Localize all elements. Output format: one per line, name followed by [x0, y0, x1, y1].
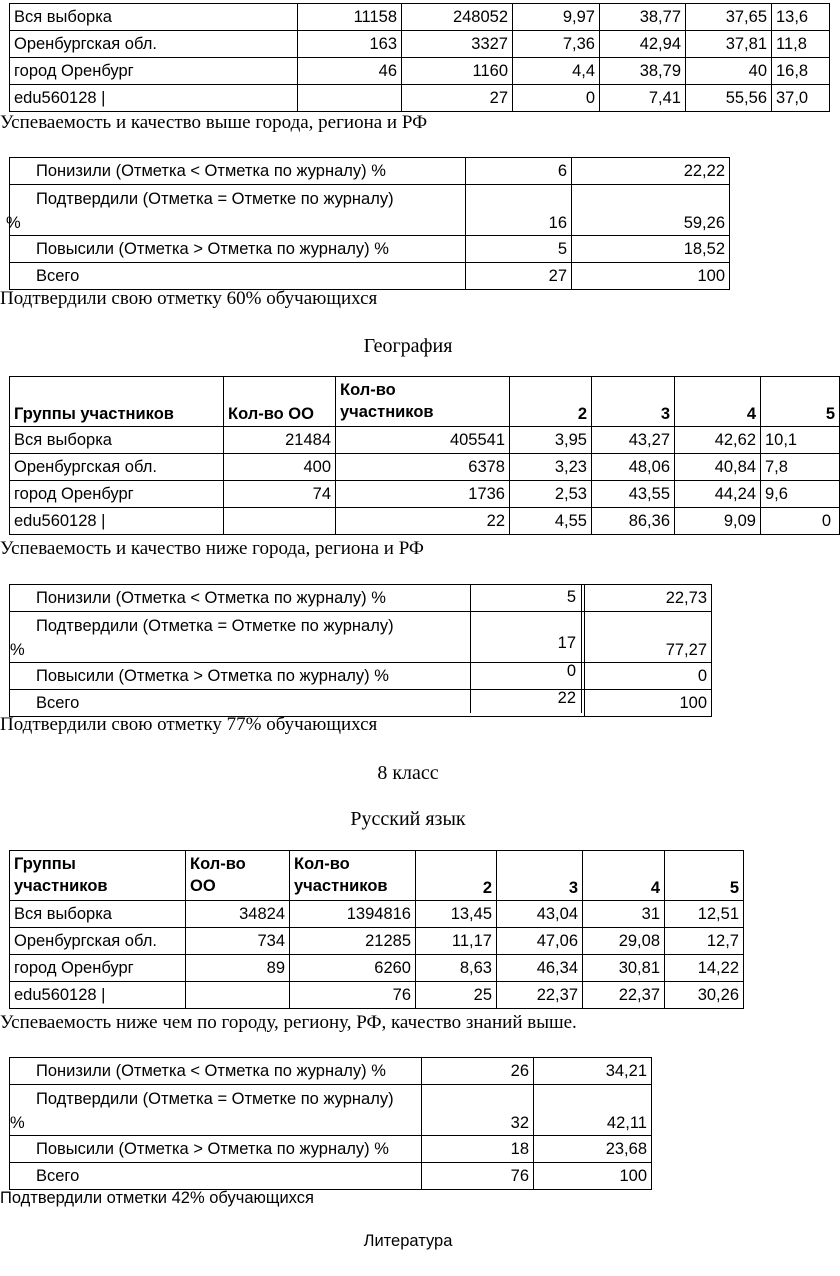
table-row: Всего 76 100 — [10, 1163, 652, 1190]
table-row: Подтвердили (Отметка = Отметке по журналу) % 32 42,11 — [10, 1085, 652, 1136]
table-row: edu560128 | 27 0 7,41 55,56 37,0 — [10, 85, 830, 112]
results-table-1 — [9, 3, 830, 112]
table-row: Вся выборка 11158 248052 9,97 38,77 37,65 13,6 — [10, 4, 830, 31]
table-header-row: Группы участников Кол-во ОО Кол-во участников 2 3 4 5 — [10, 377, 840, 427]
table-row: город Оренбург 89 6260 8,63 46,34 30,81 14,22 — [10, 955, 744, 982]
row-label: edu560128 | — [10, 85, 298, 112]
grade-confirmation-table-1 — [6, 157, 730, 290]
results-table-geography — [9, 376, 840, 535]
summary-text-1: Подтвердили свою отметку 60% обучающихся — [0, 288, 378, 309]
summary-text-3: Подтвердили отметки 42% обучающихся — [0, 1189, 314, 1207]
table-row: Повысили (Отметка > Отметка по журналу) % 18 23,68 — [10, 1136, 652, 1163]
section-heading-literature: Литература — [363, 1232, 453, 1250]
section-heading-grade: 8 класс — [377, 762, 439, 784]
section-heading-geography: География — [363, 335, 453, 357]
results-table-russian — [9, 850, 744, 1009]
table-row: Всего 100 — [10, 690, 712, 717]
table-row: Всего 27 100 — [10, 263, 730, 290]
table-row: Понизили (Отметка < Отметка по журналу) % 6 22,22 — [10, 158, 730, 185]
summary-text-2: Подтвердили свою отметку 77% обучающихся — [0, 714, 378, 735]
table-row: Оренбургская обл. 734 21285 11,17 47,06 29,08 12,7 — [10, 928, 744, 955]
table-row: Повысили (Отметка > Отметка по журналу) % 5 18,52 — [10, 236, 730, 263]
row-label: Вся выборка — [10, 4, 298, 31]
section-heading-russian: Русский язык — [350, 808, 466, 830]
note-text-1: Успеваемость и качество выше города, региона и РФ — [0, 112, 428, 133]
table-row: Оренбургская обл. 163 3327 7,36 42,94 37,81 11,8 — [10, 31, 830, 58]
table-row: Подтвердили (Отметка = Отметке по журналу) % 16 59,26 — [10, 185, 730, 236]
table-row: Повысили (Отметка > Отметка по журналу) % 0 — [10, 663, 712, 690]
table-row: город Оренбург 46 1160 4,4 38,79 40 16,8 — [10, 58, 830, 85]
table-row: Понизили (Отметка < Отметка по журналу) % 26 34,21 — [10, 1058, 652, 1085]
table-row: Вся выборка 21484 405541 3,95 43,27 42,62 10,1 — [10, 427, 840, 454]
note-text-2: Успеваемость и качество ниже города, региона и РФ — [0, 538, 424, 559]
grade-confirmation-table-3 — [9, 1057, 652, 1190]
grade-confirmation-table-2 — [9, 584, 712, 717]
table-row: edu560128 | 76 25 22,37 22,37 30,26 — [10, 982, 744, 1009]
row-label: город Оренбург — [10, 58, 298, 85]
table-header-row: Группы участников Кол-во ОО Кол-во участников 2 3 4 5 — [10, 851, 744, 901]
note-text-3: Успеваемость ниже чем по городу, региону, РФ, качество знаний выше. — [0, 1012, 577, 1033]
conf2-count-column: 5 17 0 22 — [470, 584, 582, 713]
table-row: Подтвердили (Отметка = Отметке по журналу) % 77,27 — [10, 612, 712, 663]
table-row: edu560128 | 22 4,55 86,36 9,09 0 — [10, 508, 840, 535]
table-row: Оренбургская обл. 400 6378 3,23 48,06 40,84 7,8 — [10, 454, 840, 481]
table-row: город Оренбург 74 1736 2,53 43,55 44,24 9,6 — [10, 481, 840, 508]
table-row: Понизили (Отметка < Отметка по журналу) % 22,73 — [10, 585, 712, 612]
table-row: Вся выборка 34824 1394816 13,45 43,04 31 12,51 — [10, 901, 744, 928]
row-label: Оренбургская обл. — [10, 31, 298, 58]
